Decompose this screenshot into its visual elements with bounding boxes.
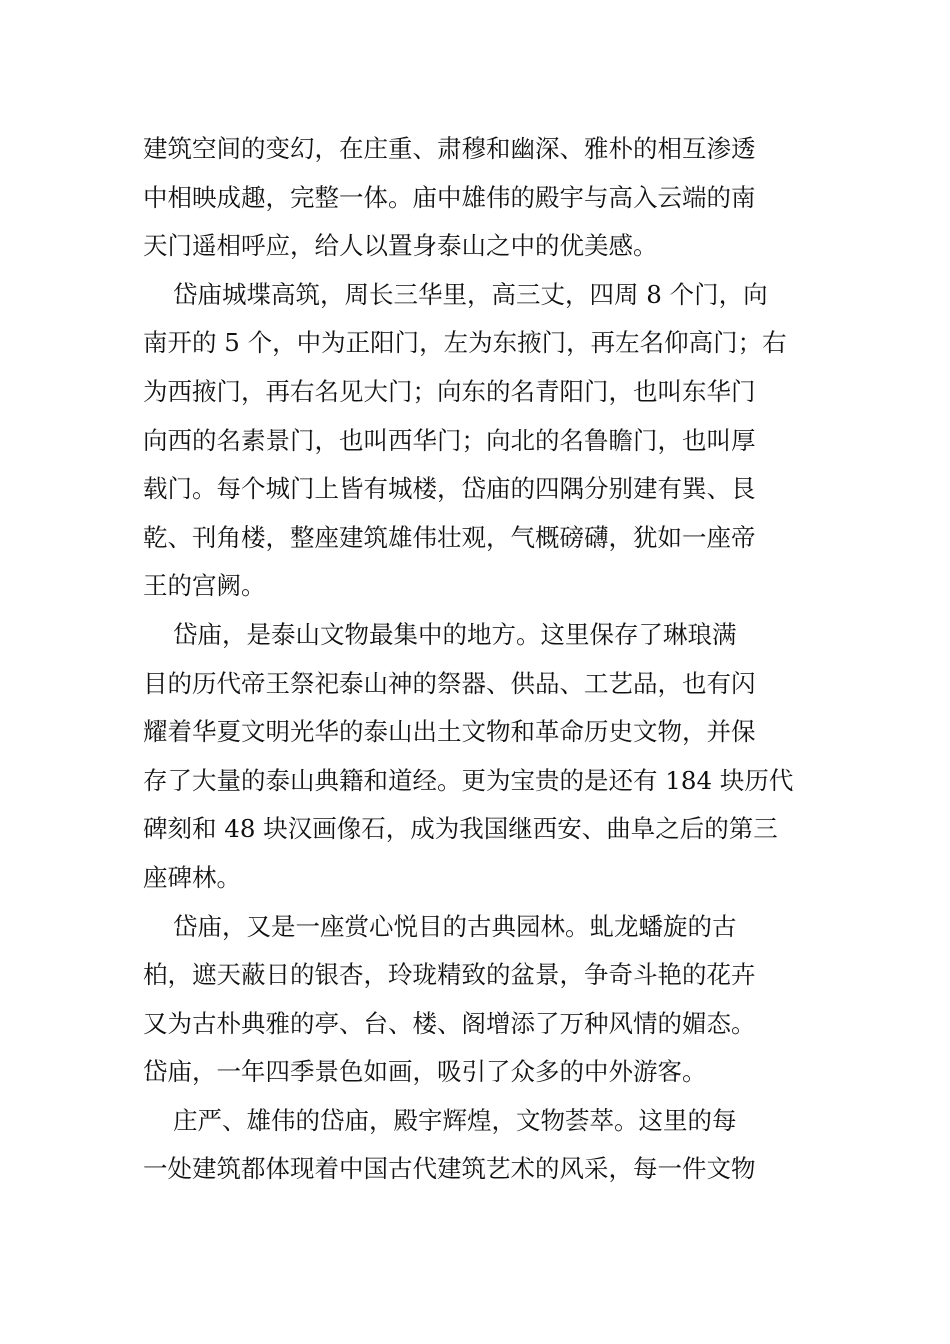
text-line: 建筑空间的变幻，在庄重、肃穆和幽深、雅朴的相互渗透 bbox=[143, 134, 756, 163]
text-line: 为西掖门，再右名见大门；向东的名青阳门，也叫东华门 bbox=[143, 376, 756, 406]
text-line: 岱庙，又是一座赏心悦目的古典园林。虬龙蟠旋的古 bbox=[173, 911, 737, 941]
text-line: 目的历代帝王祭祀泰山神的祭器、供品、工艺品，也有闪 bbox=[143, 668, 756, 698]
text-line: 王的宫阙。 bbox=[143, 571, 266, 601]
paragraph-5 bbox=[143, 1097, 811, 1194]
text-line: 岱庙，一年四季景色如画，吸引了众多的中外游客。 bbox=[143, 1057, 707, 1087]
text-line: 柏，遮天蔽日的银杏，玲珑精致的盆景，争奇斗艳的花卉 bbox=[143, 960, 756, 990]
text-line: 岱庙，是泰山文物最集中的地方。这里保存了琳琅满 bbox=[173, 619, 737, 649]
text-line: 向西的名素景门，也叫西华门；向北的名鲁瞻门，也叫厚 bbox=[143, 425, 756, 455]
text-line: 载门。每个城门上皆有城楼，岱庙的四隅分别建有巽、艮 bbox=[143, 474, 756, 504]
text-line: 乾、刊角楼，整座建筑雄伟壮观，气概磅礴，犹如一座帝 bbox=[143, 522, 756, 552]
paragraph-1 bbox=[143, 125, 811, 271]
paragraph-2 bbox=[143, 271, 811, 611]
text-line: 庄严、雄伟的岱庙，殿宇辉煌，文物荟萃。这里的每 bbox=[173, 1105, 737, 1135]
paragraph-3 bbox=[143, 611, 811, 903]
text-line: 天门遥相呼应，给人以置身泰山之中的优美感。 bbox=[143, 231, 658, 261]
text-line: 中相映成趣，完整一体。庙中雄伟的殿宇与高入云端的南 bbox=[143, 182, 756, 212]
body-text bbox=[143, 125, 811, 1194]
text-line: 存了大量的泰山典籍和道经。更为宝贵的是还有 184 块历代 bbox=[143, 765, 794, 795]
paragraph-4 bbox=[143, 903, 811, 1097]
text-line: 又为古朴典雅的亭、台、楼、阁增添了万种风情的媚态。 bbox=[143, 1008, 756, 1038]
text-line: 座碑林。 bbox=[143, 862, 241, 892]
text-line: 耀着华夏文明光华的泰山出土文物和革命历史文物，并保 bbox=[143, 717, 756, 747]
text-line: 岱庙城堞高筑，周长三华里，高三丈，四周 8 个门，向 bbox=[173, 279, 768, 309]
text-line: 碑刻和 48 块汉画像石，成为我国继西安、曲阜之后的第三 bbox=[143, 814, 778, 844]
text-line: 南开的 5 个，中为正阳门，左为东掖门，再左名仰高门；右 bbox=[143, 328, 787, 358]
text-line: 一处建筑都体现着中国古代建筑艺术的风采，每一件文物 bbox=[143, 1154, 756, 1184]
